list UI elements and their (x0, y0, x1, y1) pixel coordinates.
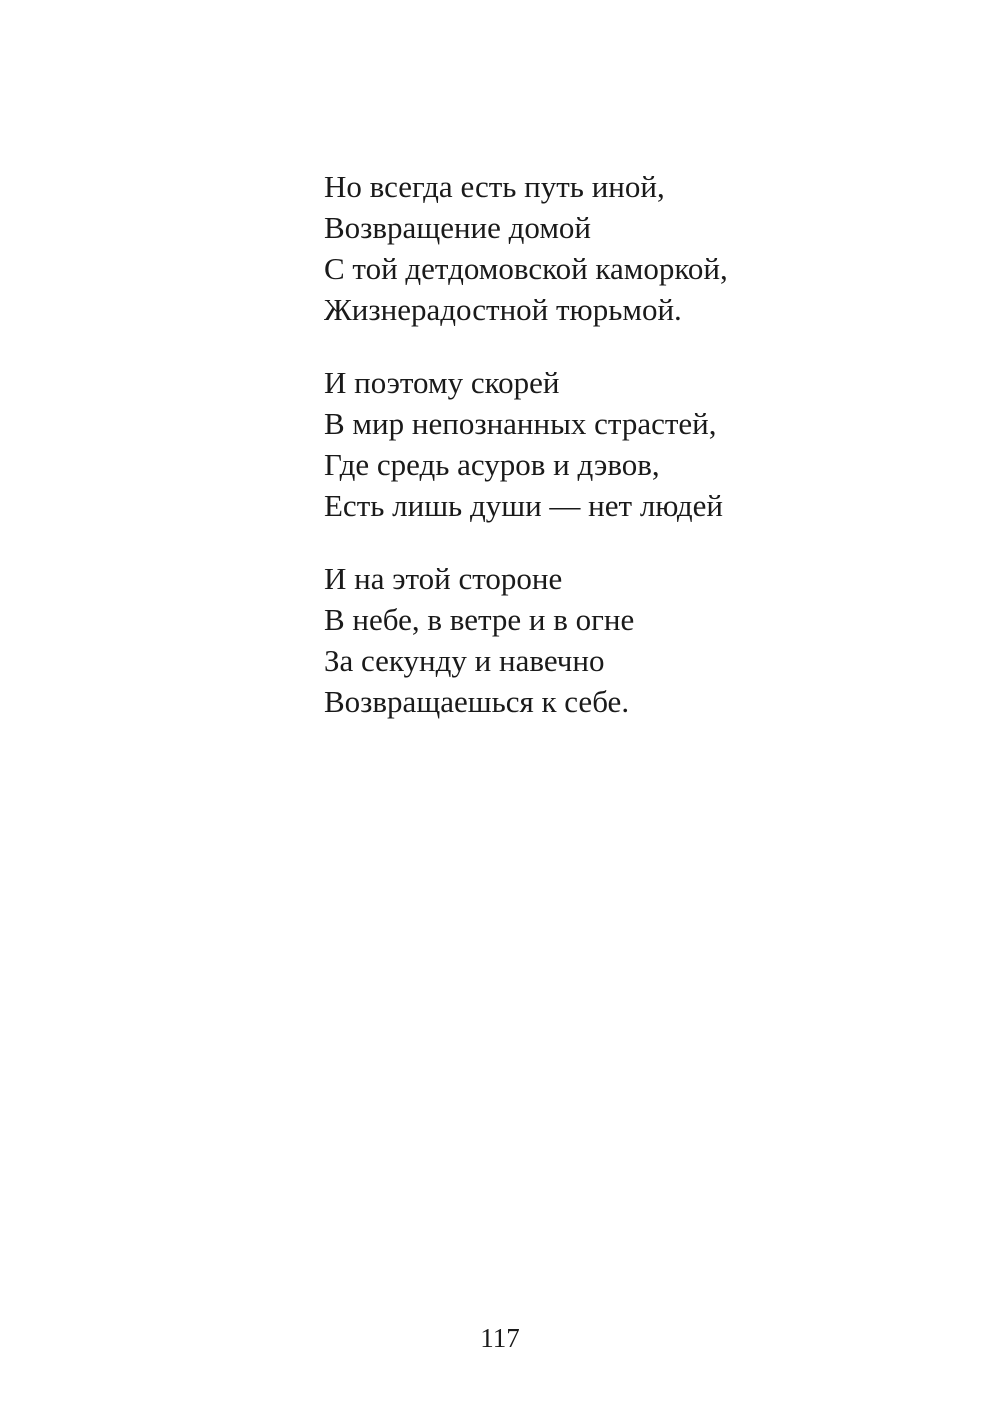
poem-line: В мир непознанных страстей, (324, 406, 717, 441)
poem-line: Но всегда есть путь иной, (324, 169, 665, 204)
poem-line: Возвращаешься к себе. (324, 684, 630, 719)
poem-line: И на этой стороне (324, 561, 563, 596)
poem-line: Жизнерадостной тюрьмой. (324, 292, 682, 327)
poem-line: Есть лишь души — нет людей (324, 488, 724, 523)
page-number: 117 (480, 1323, 520, 1353)
stanza-3 (324, 558, 884, 722)
poem-line: И поэтому скорей (324, 365, 560, 400)
poem-line: Где средь асуров и дэвов, (324, 447, 660, 482)
stanza-1 (324, 166, 884, 330)
poem-line: В небе, в ветре и в огне (324, 602, 635, 637)
stanza-2 (324, 362, 884, 526)
poem-line: За секунду и навечно (324, 643, 605, 678)
poem-line: С той детдомовской каморкой, (324, 251, 728, 286)
poem-line: Возвращение домой (324, 210, 592, 245)
poem-body (324, 166, 884, 754)
